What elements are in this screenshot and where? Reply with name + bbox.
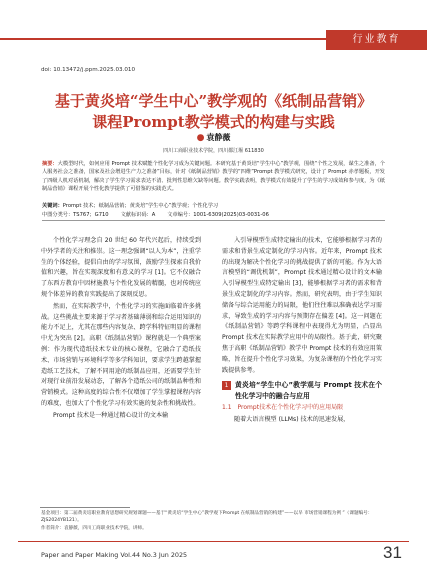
section-badge: 行业教育	[326, 30, 427, 50]
footer-rule	[18, 541, 409, 542]
affiliation: 四川工商职业技术学院，四川都江堰 611830	[163, 148, 264, 154]
clc-number: 中图分类号：TS767；G710	[42, 212, 109, 218]
author-bullet-icon: ●	[196, 133, 205, 143]
title-line-1: 基于黄炎培“学生中心”教学观的《纸制品营销》	[54, 92, 373, 110]
subsection-heading: 1.1 Prompt技术在个性化学习中的应用局限	[222, 404, 344, 412]
body-column-left	[41, 236, 201, 423]
keywords	[42, 202, 385, 210]
section-heading-1	[222, 380, 382, 401]
author-bio: 作者简介：袁静薇，四川工商职业技术学院，讲师。	[41, 525, 147, 531]
footnotes	[41, 510, 384, 532]
paragraph: 个性化学习理念自 20 世纪 60 年代兴起后，持续受到中外学者的关注和推崇。这一理念强调“以人为本”，注重学生的个体经验，提倡自由的学习氛围，鼓励学生探索自我价值和兴趣，旨在实现深度和有意义的学习 [1]。它不仅融合了东西方教育中因材施教与个性化发展的精髓，也对传统应规个体差异的教育实践提出了深刻反思。	[41, 237, 201, 298]
paragraph: 然而，在实际教学中，个性化学习的实施面临着许多挑战。这些挑战主要来源于学习者基础薄弱和综合运用知识的能力不足上，尤其在那些内容复杂、跨学科特征明显的课程中尤为突出 [2]。高职《纸制品营销》课程就是一个典型案例：作为现代造纸技术专业的核心课程，它融合了造纸技术、市场营销与环境科学等多学科知识，要求学生跨越掌握造纸工艺技术，了解不同用途的纸制品应用，还需要学生针对现行业前沿发展动态，了解各个造纸公司的纸制品种性和营销模式。这种高度的综合性不仅增加了学生掌握课程内容的难度，也加大了个性化学习有效实施的复杂性和挑战性。	[41, 302, 201, 407]
abstract	[42, 160, 385, 193]
article-meta	[42, 211, 385, 219]
paragraph: 入引导模型生成特定输出的技术，它能够根据学习者的需求和背景生成定制化的学习内容。近年来，Prompt 技术的出现为解决个性化学习的挑战提供了新的可能。作为大语言模型的“调优机制”，Prompt 技术通过精心设计的文本输入引导模型生成特定输出 [3]，能够根据学习者的需求和背景生成定制化的学习内容。然而，研究表明，由于学生知识储备与综合运用能力的局限，他们往往难以准确表达学习需求，导致生成的学习内容与预期存在偏差 [4]。这一问题在《纸制品营销》等跨学科课程中表现得尤为明显，凸显出 Prompt 技术在实际教学应用中的局限性。基于此，研究聚焦于高职《纸制品营销》教学中 Prompt 技术的有效应用策略，旨在提升个性化学习效果，为复杂课程的个性化学习实践提供参考。	[222, 237, 382, 374]
document-code: 文献标识码：A	[120, 212, 156, 218]
author-name: 袁静薇	[206, 133, 231, 142]
keywords-label: 关键词：	[42, 203, 63, 209]
journal-info: Paper and Paper Making Vol.44 No.3 Jun 2025	[41, 551, 188, 559]
keywords-text: Prompt 技术；纸制品营销；黄炎培“学生中心”教学观；个性化学习	[62, 203, 219, 209]
paragraph: Prompt 技术是一种通过精心设计的文本输	[53, 411, 169, 419]
body-column-right	[222, 236, 382, 427]
author	[0, 132, 427, 143]
meta-divider	[42, 220, 385, 221]
title-line-2: 课程Prompt教学模式的构建与实践	[92, 113, 335, 131]
paragraph: 随着大语言模型 (LLMs) 技术的迅速发展，	[234, 416, 350, 424]
doi-text[interactable]: doi: 10.13472/j.ppm.2025.03.010	[41, 67, 136, 73]
footnote-rule	[40, 507, 130, 508]
abstract-label: 摘要：	[42, 161, 58, 167]
article-number: 文章编号：1001-6309(2025)03-0031-06	[167, 212, 269, 218]
abstract-text: 大模型时代，如何应用 Prompt 技术赋能个性化学习成为关键问题。本研究基于黄炎培“学生中心”教学观，围绕“个性之发展，谋生之准备，个人服务社会之准备，国家及社会增进生产力之准备”目标，针对《纸制品营销》教学的“四维”Prompt 教学模式研究，设计了 Prompt 赤孝题板，开发了四级人机对话机制，解决了学生学习需求表达不清、批判性思维欠缺等问题。教学实践表明，教学模式有效提升了学生的学习成效和参与度，为《纸制品营销》课程开展个性化教学提供了可借鉴的实践范式。	[42, 161, 385, 192]
page-number: 31	[383, 543, 402, 562]
fund-note: 基金项目：第二届黄炎培职业教育思想研究规划课题——基于“黄炎培“学生中心”教学观下Prompt 在纸制品营销的构建”——以早 市场营销课程为例 ”（课题编号：ZJS2024YB121）。	[41, 511, 373, 524]
section-number: 1	[222, 381, 231, 390]
section-title: 黄炎培“学生中心”教学观与 Prompt 技术在个性化学习中的融合与应用	[235, 381, 382, 400]
